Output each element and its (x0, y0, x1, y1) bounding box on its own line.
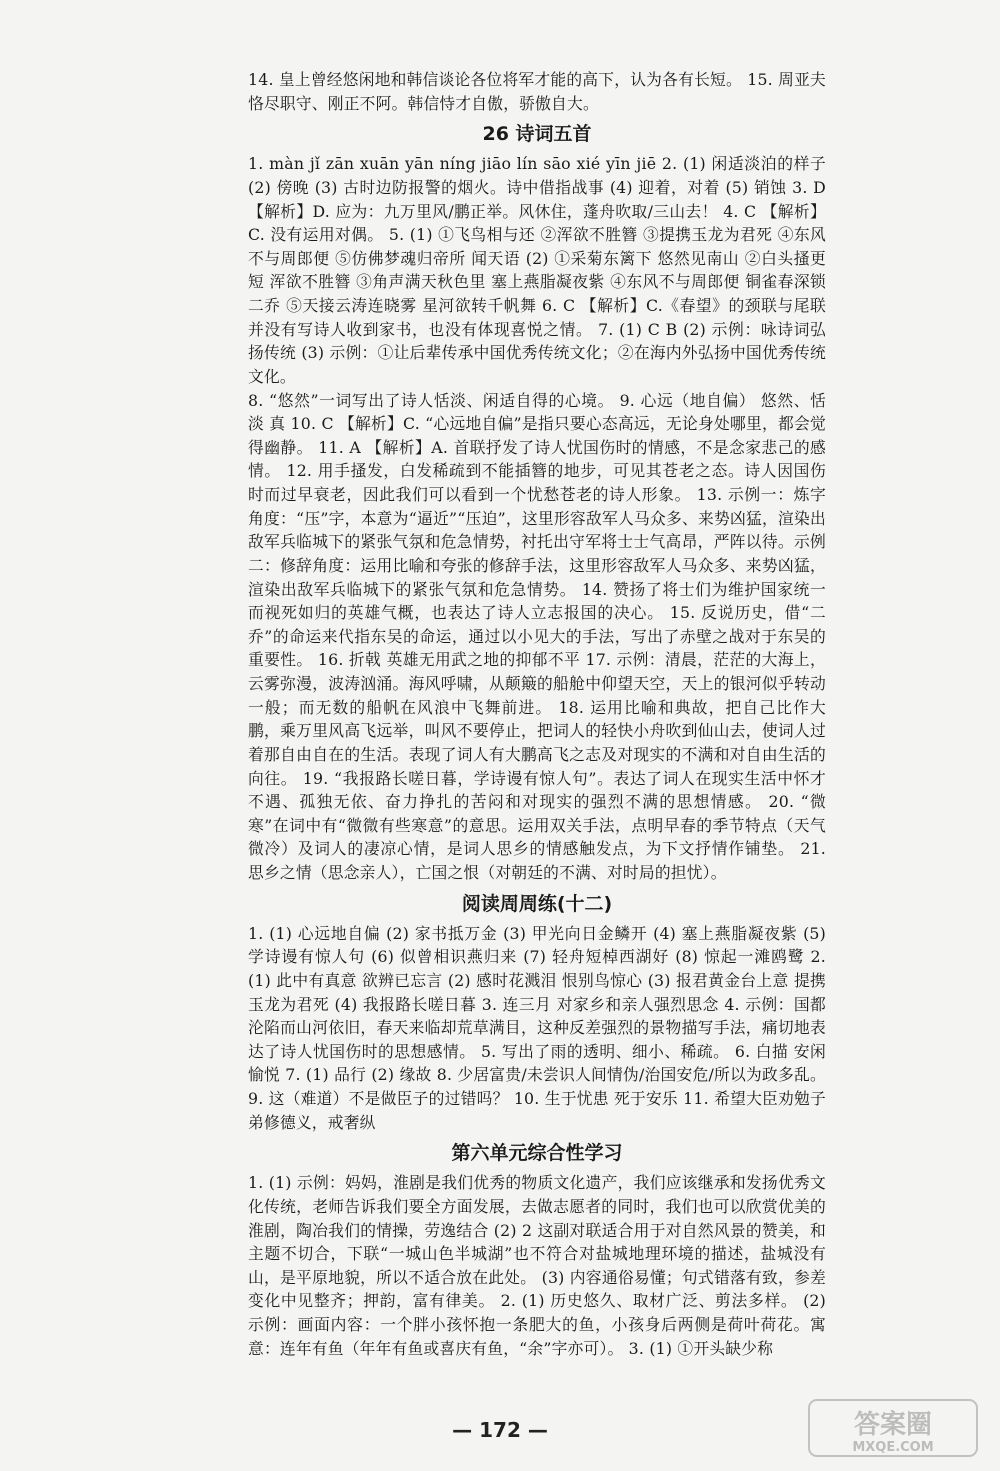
section-title-unit6-comprehensive: 第六单元综合性学习 (451, 1142, 623, 1165)
watermark-sub-text: MXQE.COM (852, 1440, 934, 1455)
site-watermark-logo (808, 1399, 978, 1457)
section-title-weekly-reading: 阅读周周练(十二) (461, 892, 613, 915)
answer-paragraph-weekly-reading: 1. (1) 心远地自偏 (2) 家书抵万金 (3) 甲光向日金鳞开 (4) 塞上燕脂凝夜紫 (5) 学诗谩有惊人句 (6) 似曾相识燕归来 (7) 轻舟短棹西湖好 (8) 惊起一滩鸥鹭 2. (1) 此中有真意 欲辨已忘言 (2) 感时花溅泪 恨别鸟惊心 (3) 报君黄金台上意 提携玉龙为君死 (4) 我报路长嗟日暮 3. 连三月 对家乡和亲人强烈思念 4. 示例：国都沦陷而山河依旧，春天来临却荒草满目，这种反差强烈的景物描写手法，痛切地表达了诗人忧国伤时的思想感情。 5. 写出了雨的透明、细小、稀疏。 6. 白描 安闲愉悦 7. (1) 品行 (2) 缘故 8. 少居富贵/未尝识人间情伪/治国安危/所以为政多乱。 9. 这（难道）不是做臣子的过错吗？ 10. 生于忧患 死于安乐 11. 希望大臣劝勉子弟修德义，戒奢纵 (248, 923, 826, 1132)
answer-paragraph-lesson26-part2: 8. “悠然”一词写出了诗人恬淡、闲适自得的心境。 9. 心远（地自偏） 悠然、恬淡 真 10. C 【解析】C. “心远地自偏”是指只要心态高远，无论身处哪里，都会觉得幽静。 11. A 【解析】A. 首联抒发了诗人忧国伤时的情感，不是念家悲己的感情。 12. 用手搔发，白发稀疏到不能插簪的地步，可见其苍老之态。诗人因国伤时而过早衰老，因此我们可以看到一个忧愁苍老的诗人形象。 13. 示例一：炼字角度：“压”字，本意为“逼近”“压迫”，这里形容敌军人马众多、来势凶猛，渲染出敌军兵临城下的紧张气氛和危急情势，衬托出守军将士士气高昂，严阵以待。示例二：修辞角度：运用比喻和夸张的修辞手法，这里形容敌军人马众多、来势凶猛，渲染出敌军兵临城下的紧张气氛和危急情势。 14. 赞扬了将士们为维护国家统一而视死如归的英雄气概，也表达了诗人立志报国的决心。 15. 反说历史，借“二乔”的命运来代指东吴的命运，通过以小见大的手法，写出了赤壁之战对于东吴的重要性。 16. 折戟 英雄无用武之地的抑郁不平 17. 示例：清晨，茫茫的大海上，云雾弥漫，波涛汹涌。海风呼啸，从颠簸的船舱中仰望天空，天上的银河似乎转动一般；而无数的船帆在风浪中飞舞前进。 18. 运用比喻和典故，把自己比作大鹏，乘万里风高飞远举，叫风不要停止，把词人的轻快小舟吹到仙山去，使词人过着那自由自在的生活。表现了词人有大鹏高飞之志及对现实的不满和对自由生活的向往。 19. “我报路长嗟日暮，学诗谩有惊人句”。表达了词人在现实生活中怀才不遇、孤独无依、奋力挣扎的苦闷和对现实的强烈不满的思想情感。 20. “微寒”在词中有“微微有些寒意”的意思。运用双关手法，点明早春的季节特点（天气微冷）及词人的凄凉心情，是词人思乡的情感触发点，为下文抒情作铺垫。 21. 思乡之情（思念亲人），亡国之恨（对朝廷的不满、对时局的担忧）。 (248, 390, 826, 882)
section-title-lesson26: 26 诗词五首 (482, 123, 592, 146)
page-number: — 172 — (452, 1418, 548, 1442)
answer-paragraph-lesson26-part1: 1. màn jǐ zān xuān yān níng jiāo lín sāo xié yīn jiē 2. (1) 闲适淡泊的样子 (2) 傍晚 (3) 古时边防报警的烟火。诗中借指战事 (4) 迎着，对着 (5) 销蚀 3. D 【解析】D. 应为：九万里风/鹏正举。风休住，蓬舟吹取/三山去！ 4. C 【解析】C. 没有运用对偶。 5. (1) ①飞鸟相与还 ②浑欲不胜簪 ③提携玉龙为君死 ④东风不与周郎便 ⑤仿佛梦魂归帝所 闻天语 (2) ①采菊东篱下 悠然见南山 ②白头搔更短 浑欲不胜簪 ③角声满天秋色里 塞上燕脂凝夜紫 ④东风不与周郎便 铜雀春深锁二乔 ⑤天接云涛连晓雾 星河欲转千帆舞 6. C 【解析】C.《春望》的颈联与尾联并没有写诗人收到家书，也没有体现喜悦之情。 7. (1) C B (2) 示例：咏诗词弘扬传统 (3) 示例：①让后辈传承中国优秀传统文化；②在海内外弘扬中国优秀传统文化。 (248, 154, 826, 386)
watermark-main-text: 答案圈 (853, 1410, 933, 1440)
answer-key-content (248, 68, 826, 1360)
answer-paragraph-lesson25-tail: 14. 皇上曾经悠闲地和韩信谈论各位将军才能的高下，认为各有长短。 15. 周亚夫恪尽职守、刚正不阿。韩信恃才自傲，骄傲自大。 (248, 70, 826, 113)
answer-paragraph-unit6: 1. (1) 示例：妈妈，淮剧是我们优秀的物质文化遗产，我们应该继承和发扬优秀文化传统，老师告诉我们要全方面发展，去做志愿者的同时，我们也可以欣赏优美的淮剧，陶冶我们的情操，劳逸结合 (2) 2 这副对联适合用于对自然风景的赞美，和主题不切合，下联“一城山色半城湖”也不符合对盐城地理环境的描述，盐城没有山，是平原地貌，所以不适合放在此处。 (3) 内容通俗易懂；句式错落有致，参差变化中见整齐；押韵，富有律美。 2. (1) 历史悠久、取材广泛、剪法多样。 (2) 示例：画面内容：一个胖小孩怀抱一条肥大的鱼，小孩身后两侧是荷叶荷花。寓意：连年有鱼（年年有鱼或喜庆有鱼，“余”字亦可）。 3. (1) ①开头缺少称 (248, 1173, 826, 1358)
